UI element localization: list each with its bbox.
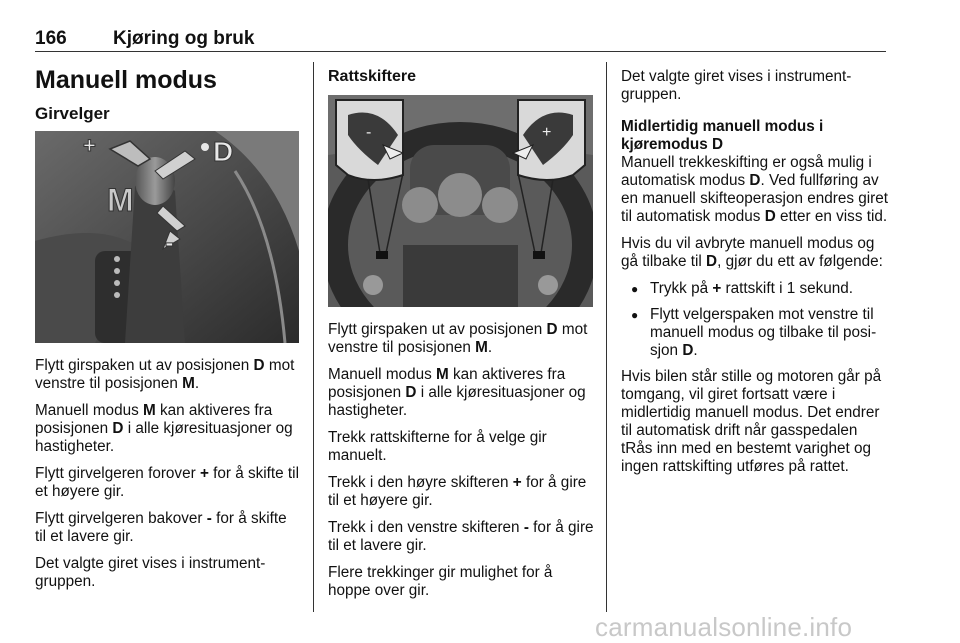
watermark: carmanualsonline.info <box>595 612 853 642</box>
col1-paragraph-1: Flytt girspaken ut av posisjonen D mot venstre til posisjonen M. <box>35 357 295 392</box>
minus-label: - <box>165 227 174 257</box>
column-3 <box>621 68 889 485</box>
col2-paragraph-6: Flere trekkinger gir mulighet for å hoppe over gir. <box>328 564 553 599</box>
steering-paddles-figure <box>328 95 593 307</box>
list-item: ● Flytt velgerspaken mot venstre til manuell modus og tilbake til posisjon D. <box>621 306 889 360</box>
column-divider-2 <box>606 62 607 612</box>
col3-heading: Midlertidig manuell modus i kjøremodus D <box>621 118 824 153</box>
col1-paragraph-4: Flytt girvelgeren bakover - for å skifte til et lavere gir. <box>35 510 287 545</box>
col1-paragraph-2: Manuell modus M kan aktiveres fra posisjonen D i alle kjøresituasjoner og hastigheter. <box>35 402 293 455</box>
d-label: D <box>213 136 234 167</box>
header-rule <box>35 51 886 52</box>
col2-paragraph-1: Flytt girspaken ut av posisjonen D mot venstre til posisjonen M. <box>328 321 588 356</box>
col2-paragraph-2: Manuell modus M kan aktiveres fra posisjonen D i alle kjøresituasjoner og hastigheter. <box>328 366 586 419</box>
col3-paragraph-3: Hvis du vil avbryte manuell modus og gå tilbake til D, gjør du ett av følgende: <box>621 235 883 270</box>
col1-paragraph-3: Flytt girvelgeren forover + for å skifte til et høyere gir. <box>35 465 299 500</box>
col2-heading: Rattskiftere <box>328 68 417 85</box>
paddle-minus-label: - <box>366 124 372 141</box>
col1-paragraph-5: Det valgte giret vises i instrumentgruppen. <box>35 555 266 590</box>
col3-bullet-list <box>621 280 889 360</box>
col3-paragraph-2: Manuell trekkeskifting er også mulig i automatisk modus D. Ved fullføring av en manuell skifteoperasjon endres giret til automatisk modus D etter en viss tid. <box>621 154 889 225</box>
m-label: M <box>107 182 134 218</box>
col2-paragraph-4: Trekk i den høyre skifteren + for å gire til et høyere gir. <box>328 474 587 509</box>
column-divider-1 <box>313 62 314 612</box>
paddle-plus-label: + <box>542 124 552 141</box>
page-header <box>35 28 254 50</box>
section-title: Manuell modus <box>35 66 217 94</box>
column-1 <box>35 357 300 600</box>
col2-paragraph-5: Trekk i den venstre skifteren - for å gire til et lavere gir. <box>328 519 594 554</box>
chapter-title: Kjøring og bruk <box>113 28 255 49</box>
subsection-title: Girvelger <box>35 104 110 123</box>
col3-paragraph-1: Det valgte giret vises i instrumentgruppen. <box>621 68 852 103</box>
col2-paragraph-3: Trekk rattskifterne for å velge gir manuelt. <box>328 429 547 464</box>
column-2 <box>328 321 594 609</box>
col3-paragraph-4: Hvis bilen står stille og motoren går på tomgang, vil giret fortsatt være i midlertidig manuell modus. Det endrer til automatisk drift når gasspedalen tRås inn med en bestemt varighet og ingen rattskifting utføres på rattet. <box>621 368 882 475</box>
page-number: 166 <box>35 28 67 49</box>
gear-selector-figure <box>35 131 299 343</box>
plus-label: + <box>83 133 96 158</box>
list-item: ● Trykk på + rattskift i 1 sekund. <box>621 280 889 298</box>
